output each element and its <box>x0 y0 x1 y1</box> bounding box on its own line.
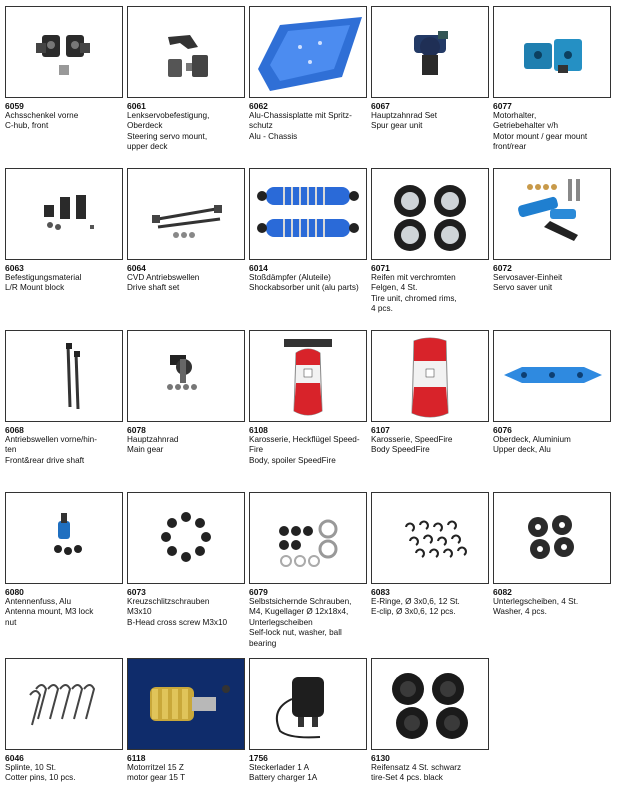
part-code: 6071 <box>371 263 390 273</box>
part-6082 <box>493 492 611 618</box>
part-6046 <box>5 658 123 784</box>
part-image-battery-charger <box>249 658 367 750</box>
part-6067 <box>371 6 489 132</box>
part-6108 <box>249 330 367 466</box>
part-6076 <box>493 330 611 456</box>
part-image-drive-shaft <box>5 330 123 422</box>
part-6079 <box>249 492 367 649</box>
part-code: 6082 <box>493 587 512 597</box>
part-6077 <box>493 6 611 153</box>
part-image-body-spoiler <box>249 330 367 422</box>
part-image-washers <box>493 492 611 584</box>
part-code: 6080 <box>5 587 24 597</box>
part-6073 <box>127 492 245 628</box>
part-image-tire-set-black <box>371 658 489 750</box>
part-image-self-lock-nuts <box>249 492 367 584</box>
part-image-motor-mount <box>493 6 611 98</box>
part-image-servo-saver <box>493 168 611 260</box>
part-6059 <box>5 6 123 132</box>
part-6071 <box>371 168 489 315</box>
part-6130 <box>371 658 489 784</box>
part-description: Splinte, 10 St. Cotter pins, 10 pcs. <box>5 763 76 783</box>
part-code: 6046 <box>5 753 24 763</box>
part-6068 <box>5 330 123 466</box>
part-6064 <box>127 168 245 294</box>
part-description: CVD Antriebswellen Drive shaft set <box>127 273 200 293</box>
part-6107 <box>371 330 489 456</box>
part-image-cross-screws <box>127 492 245 584</box>
part-1756 <box>249 658 367 784</box>
part-description: Karosserie, Heckflügel Speed- Fire Body, spoiler SpeedFire <box>249 435 360 465</box>
part-description: Reifensatz 4 St. schwarz tire-Set 4 pcs. black <box>371 763 462 783</box>
part-code: 6108 <box>249 425 268 435</box>
part-6083 <box>371 492 489 618</box>
part-image-shock-absorbers <box>249 168 367 260</box>
part-description: Motorhalter, Getriebehalter v/h Motor mount / gear mount front/rear <box>493 111 588 152</box>
part-6061 <box>127 6 245 153</box>
part-description: Lenkservobefestigung, Oberdeck Steering servo mount, upper deck <box>127 111 210 152</box>
part-code: 1756 <box>249 753 268 763</box>
part-code: 6059 <box>5 101 24 111</box>
part-code: 6079 <box>249 587 268 597</box>
part-description: Selbstsichernde Schrauben, M4, Kugellager Ø 12x18x4, Unterlegscheiben Self-lock nut, washer, ball bearing <box>249 597 352 648</box>
part-image-tires-chrome <box>371 168 489 260</box>
part-description: Hauptzahnrad Set Spur gear unit <box>371 111 437 131</box>
part-6118 <box>127 658 245 784</box>
part-description: Kreuzschlitzschrauben M3x10 B-Head cross screw M3x10 <box>127 597 228 627</box>
part-code: 6130 <box>371 753 390 763</box>
part-6072 <box>493 168 611 294</box>
part-image-cotter-pins <box>5 658 123 750</box>
part-description: Servosaver-Einheit Servo saver unit <box>493 273 563 293</box>
part-description: Karosserie, SpeedFire Body SpeedFire <box>371 435 453 455</box>
part-6078 <box>127 330 245 456</box>
part-image-spur-gear <box>371 6 489 98</box>
part-image-main-gear <box>127 330 245 422</box>
part-description: Befestigungsmaterial L/R Mount block <box>5 273 82 293</box>
part-code: 6061 <box>127 101 146 111</box>
part-image-e-clips <box>371 492 489 584</box>
part-code: 6014 <box>249 263 268 273</box>
part-image-mount-block <box>5 168 123 260</box>
part-image-cvd-shafts <box>127 168 245 260</box>
part-6062 <box>249 6 367 142</box>
part-code: 6063 <box>5 263 24 273</box>
part-image-alu-chassis <box>249 6 367 98</box>
part-code: 6118 <box>127 753 146 763</box>
part-code: 6064 <box>127 263 146 273</box>
part-description: Steckerlader 1 A Battery charger 1A <box>249 763 318 783</box>
part-description: Unterlegscheiben, 4 St. Washer, 4 pcs. <box>493 597 579 617</box>
part-description: Achsschenkel vorne C-hub, front <box>5 111 79 131</box>
part-description: Alu-Chassisplatte mit Spritz- schutz Alu - Chassis <box>249 111 352 141</box>
part-code: 6072 <box>493 263 512 273</box>
part-6014 <box>249 168 367 294</box>
part-code: 6078 <box>127 425 146 435</box>
part-description: Reifen mit verchromten Felgen, 4 St. Tire unit, chromed rims, 4 pcs. <box>371 273 457 314</box>
part-description: Antennenfuss, Alu Antenna mount, M3 lock nut <box>5 597 94 627</box>
part-image-antenna-mount <box>5 492 123 584</box>
part-description: Stoßdämpfer (Aluteile) Shockabsorber unit (alu parts) <box>249 273 359 293</box>
part-description: Hauptzahnrad Main gear <box>127 435 179 455</box>
part-description: Antriebswellen vorne/hin- ten Front&rear drive shaft <box>5 435 97 465</box>
part-code: 6076 <box>493 425 512 435</box>
part-description: E-Ringe, Ø 3x0,6, 12 St. E-clip, Ø 3x0,6, 12 pcs. <box>371 597 460 617</box>
part-image-upper-deck <box>493 330 611 422</box>
part-code: 6077 <box>493 101 512 111</box>
part-code: 6107 <box>371 425 390 435</box>
part-image-motor-pinion <box>127 658 245 750</box>
part-code: 6068 <box>5 425 24 435</box>
part-description: Motorritzel 15 Z motor gear 15 T <box>127 763 186 783</box>
part-description: Oberdeck, Aluminium Upper deck, Alu <box>493 435 571 455</box>
part-code: 6062 <box>249 101 268 111</box>
part-image-body <box>371 330 489 422</box>
part-6080 <box>5 492 123 628</box>
part-image-c-hub <box>5 6 123 98</box>
part-code: 6073 <box>127 587 146 597</box>
part-6063 <box>5 168 123 294</box>
part-code: 6067 <box>371 101 390 111</box>
part-code: 6083 <box>371 587 390 597</box>
part-image-servo-mount <box>127 6 245 98</box>
